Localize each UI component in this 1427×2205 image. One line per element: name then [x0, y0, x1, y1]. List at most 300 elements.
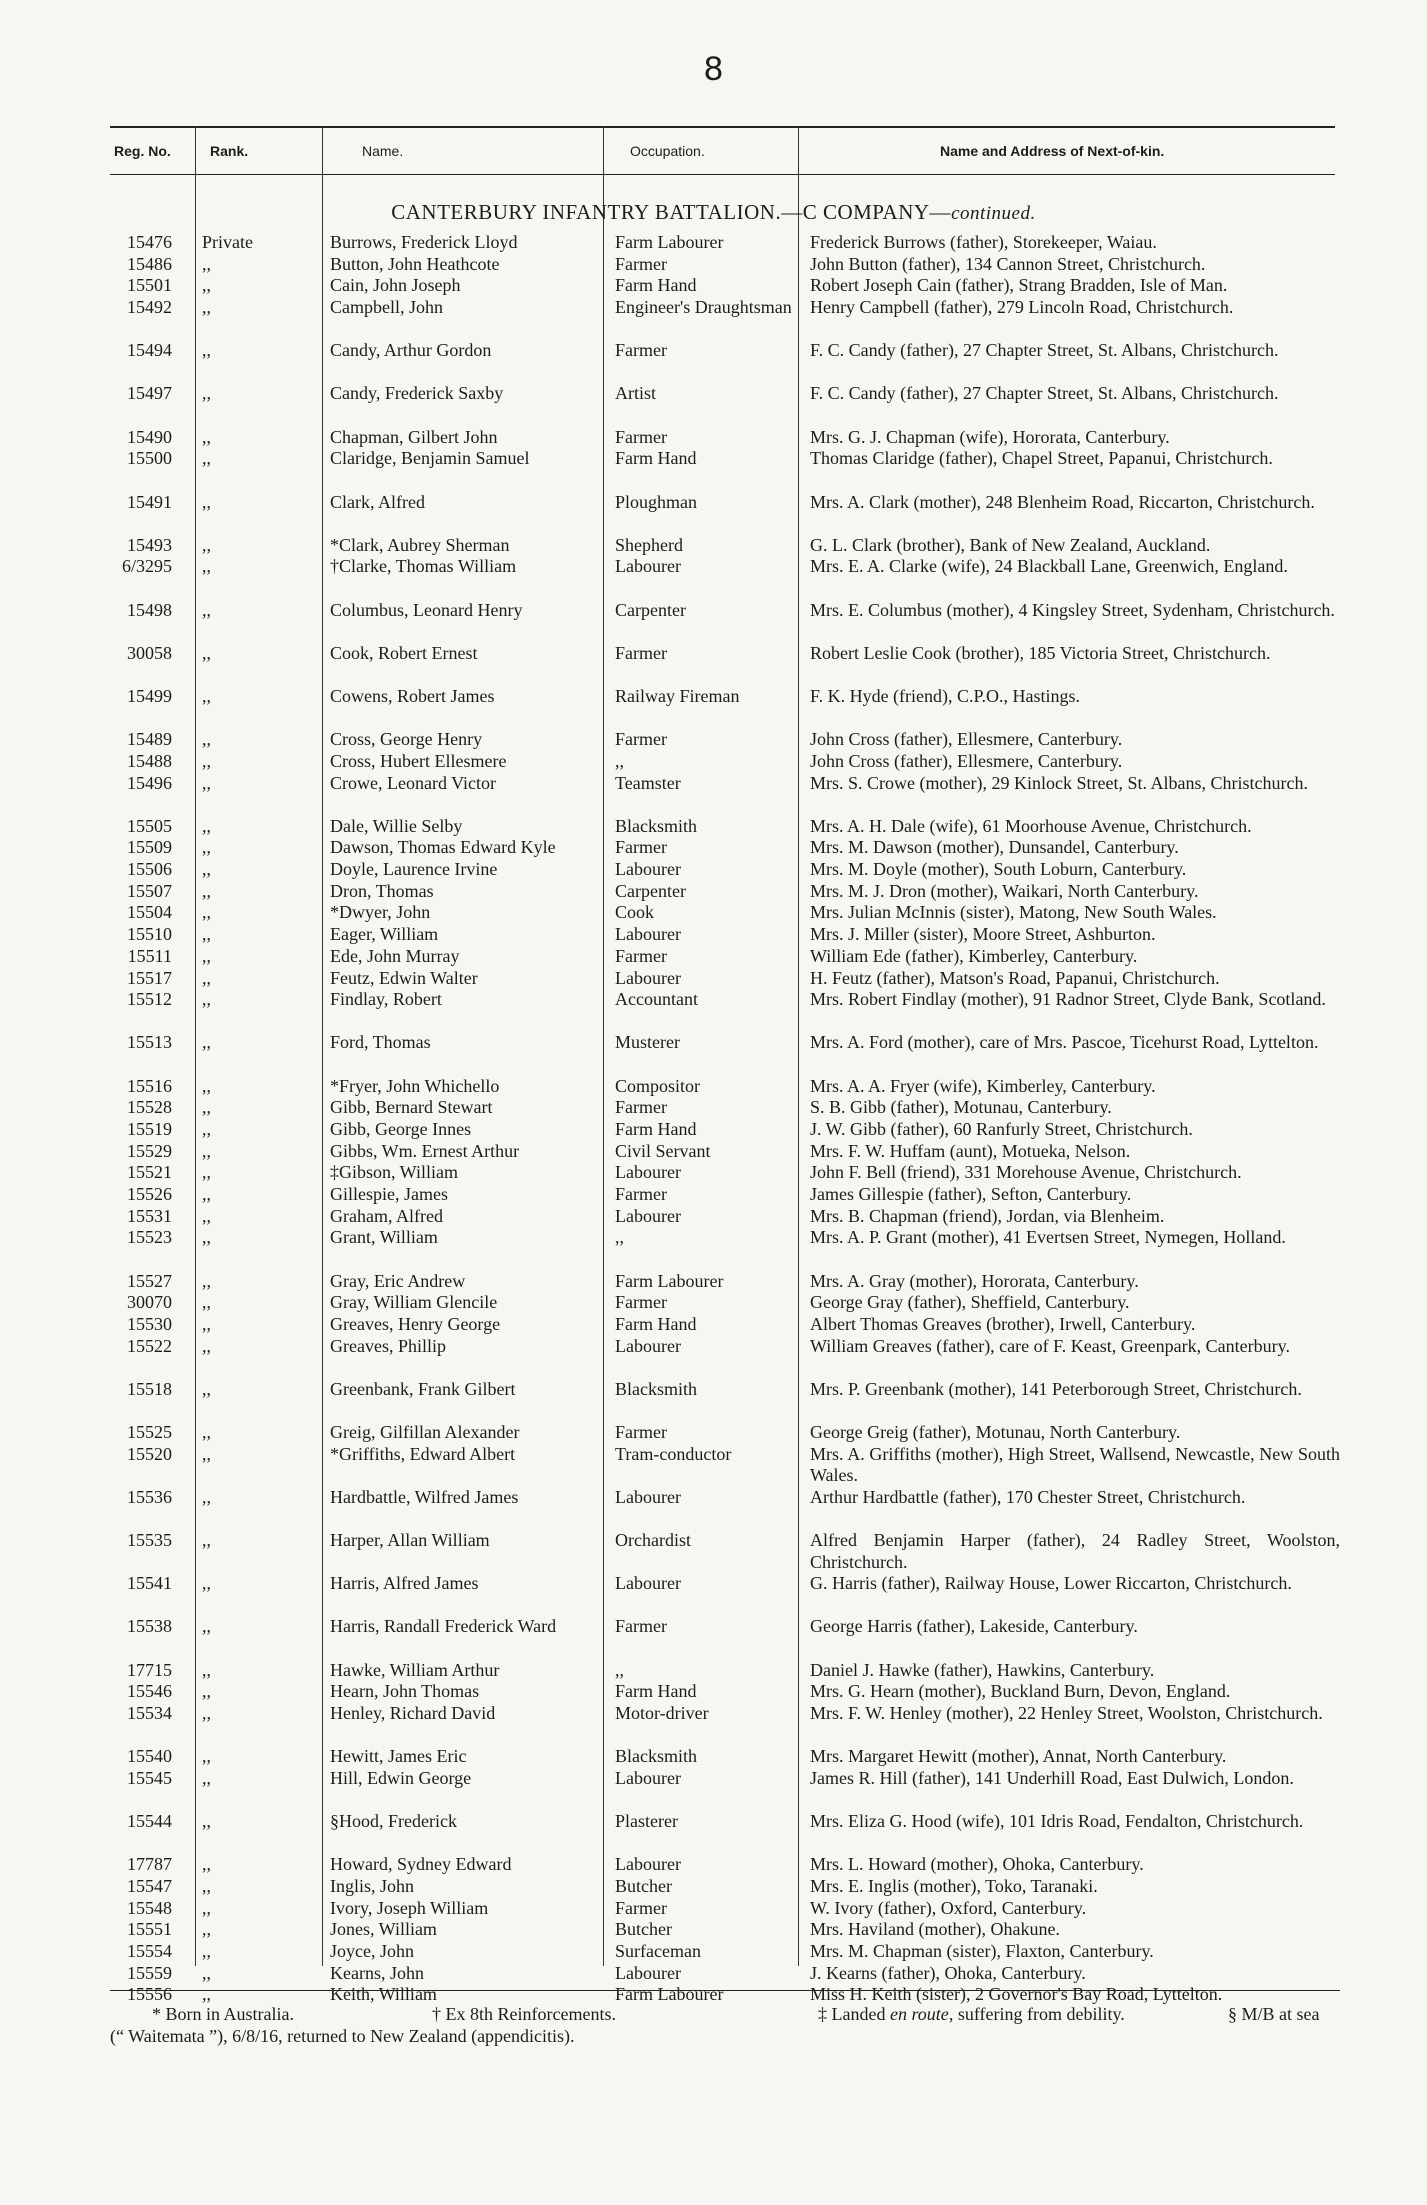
occupation: Farmer	[615, 1616, 667, 1637]
soldier-name: Hearn, John Thomas	[330, 1681, 480, 1702]
table-row	[110, 275, 1340, 297]
table-row	[110, 1336, 1340, 1379]
table-row	[110, 1530, 1340, 1573]
next-of-kin: John Cross (father), Ellesmere, Canterbury.	[810, 729, 1123, 750]
soldier-name: Doyle, Laurence Irvine	[330, 859, 498, 880]
rank: ,,	[202, 383, 211, 404]
reg-no: 6/3295	[121, 556, 172, 577]
table-row	[110, 427, 1340, 449]
next-of-kin: J. Kearns (father), Ohoka, Canterbury.	[810, 1962, 1086, 1983]
rank: ,,	[202, 1270, 211, 1291]
soldier-name: Joyce, John	[330, 1941, 414, 1961]
rank: ,,	[202, 297, 211, 318]
occupation: Labourer	[615, 859, 681, 880]
occupation: Labourer	[615, 556, 681, 577]
occupation: Farmer	[615, 340, 667, 361]
reg-no: 17715	[127, 1659, 172, 1680]
rank: ,,	[202, 989, 211, 1010]
table-row	[110, 643, 1340, 686]
occupation: Farmer	[615, 729, 667, 750]
rank: ,,	[202, 750, 211, 771]
soldier-name: Gillespie, James	[330, 1184, 448, 1204]
occupation: Cook	[615, 902, 655, 923]
soldier-name: Harper, Allan William	[330, 1530, 490, 1551]
next-of-kin: Mrs. A. Ford (mother), care of Mrs. Pascoe, Ticehurst Road, Lyttelton.	[810, 1032, 1319, 1053]
reg-no: 15498	[127, 599, 172, 620]
table-row	[110, 1422, 1340, 1444]
occupation: Farmer	[615, 253, 667, 274]
rank: ,,	[202, 642, 211, 663]
occupation: Farmer	[615, 1292, 667, 1313]
soldier-name: Cowens, Robert James	[330, 685, 495, 706]
footnotes	[110, 1990, 1340, 2046]
rank: ,,	[202, 1746, 211, 1767]
table-row	[110, 1941, 1340, 1963]
reg-no: 15506	[127, 859, 172, 880]
rank: ,,	[202, 599, 211, 620]
next-of-kin: George Harris (father), Lakeside, Canterbury.	[810, 1616, 1138, 1637]
reg-no: 15547	[127, 1875, 172, 1896]
table-row	[110, 1616, 1340, 1659]
rank: ,,	[202, 1205, 211, 1226]
next-of-kin: Miss H. Keith (sister), 2 Governor's Bay Road, Lyttelton.	[810, 1984, 1223, 2005]
occupation: Labourer	[615, 1962, 681, 1983]
rank: ,,	[202, 1875, 211, 1896]
soldier-name: Hewitt, James Eric	[330, 1746, 467, 1767]
next-of-kin: Mrs. Eliza G. Hood (wife), 101 Idris Road, Fendalton, Christchurch.	[810, 1811, 1304, 1832]
reg-no: 15554	[127, 1941, 172, 1961]
next-of-kin: John F. Bell (friend), 331 Morehouse Avenue, Christchurch.	[810, 1162, 1242, 1183]
rank: ,,	[202, 1767, 211, 1788]
occupation: Farm Hand	[615, 1118, 697, 1139]
table-row	[110, 902, 1340, 924]
rank: ,,	[202, 426, 211, 447]
rank: ,,	[202, 1811, 211, 1832]
table-row	[110, 1227, 1340, 1270]
reg-no: 15529	[127, 1140, 172, 1161]
next-of-kin: Mrs. M. Chapman (sister), Flaxton, Canterbury.	[810, 1941, 1154, 1961]
table-row	[110, 556, 1340, 599]
rank: ,,	[202, 1292, 211, 1313]
reg-no: 15500	[127, 448, 172, 469]
table-row	[110, 1314, 1340, 1336]
occupation: Blacksmith	[615, 815, 697, 836]
footnote-born-australia: * Born in Australia.	[152, 2004, 294, 2024]
rank: ,,	[202, 1530, 211, 1551]
header-next-of-kin: Name and Address of Next-of-kin.	[940, 143, 1165, 159]
soldier-name: Button, John Heathcote	[330, 253, 500, 274]
soldier-name: Henley, Richard David	[330, 1703, 496, 1723]
occupation: Labourer	[615, 1335, 681, 1356]
rank: ,,	[202, 1184, 211, 1204]
roll-table	[110, 232, 1340, 2006]
next-of-kin: Mrs. A. Griffiths (mother), High Street, Wallsend, Newcastle, New South Wales.	[810, 1443, 1340, 1486]
rank: ,,	[202, 1854, 211, 1875]
table-row	[110, 448, 1340, 491]
occupation: Motor-driver	[615, 1703, 709, 1723]
soldier-name: Gibb, Bernard Stewart	[330, 1097, 493, 1118]
rank: ,,	[202, 1032, 211, 1053]
occupation: Blacksmith	[615, 1378, 697, 1399]
occupation: Farm Hand	[615, 448, 697, 469]
reg-no: 15486	[127, 253, 172, 274]
next-of-kin: F. K. Hyde (friend), C.P.O., Hastings.	[810, 685, 1081, 706]
occupation: Farm Labourer	[615, 1984, 724, 2005]
rank: ,,	[202, 1659, 211, 1680]
reg-no: 15476	[127, 232, 172, 252]
rank: Private	[202, 232, 253, 252]
table-row	[110, 1444, 1340, 1487]
soldier-name: Cross, George Henry	[330, 729, 483, 750]
reg-no: 15512	[127, 989, 172, 1010]
occupation: Labourer	[615, 1573, 681, 1594]
table-row	[110, 1487, 1340, 1530]
next-of-kin: Mrs. G. Hearn (mother), Buckland Burn, Devon, England.	[810, 1681, 1231, 1702]
soldier-name: Howard, Sydney Edward	[330, 1854, 512, 1875]
table-row	[110, 1292, 1340, 1314]
next-of-kin: Mrs. Robert Findlay (mother), 91 Radnor Street, Clyde Bank, Scotland.	[810, 989, 1326, 1010]
table-header	[110, 126, 1335, 175]
rank: ,,	[202, 924, 211, 945]
occupation: Carpenter	[615, 880, 686, 901]
table-row	[110, 1681, 1340, 1703]
next-of-kin: Mrs. A. Clark (mother), 248 Blenheim Road, Riccarton, Christchurch.	[810, 491, 1315, 512]
table-row	[110, 492, 1340, 535]
reg-no: 15513	[127, 1032, 172, 1053]
soldier-name: Harris, Randall Frederick Ward	[330, 1616, 557, 1637]
rank: ,,	[202, 1984, 211, 2005]
next-of-kin: Mrs. S. Crowe (mother), 29 Kinlock Street, St. Albans, Christchurch.	[810, 772, 1308, 793]
occupation: Shepherd	[615, 534, 683, 555]
next-of-kin: George Greig (father), Motunau, North Canterbury.	[810, 1422, 1181, 1442]
next-of-kin: Mrs. B. Chapman (friend), Jordan, via Blenheim.	[810, 1205, 1165, 1226]
next-of-kin: Mrs. J. Miller (sister), Moore Street, Ashburton.	[810, 924, 1156, 945]
next-of-kin: John Button (father), 134 Cannon Street, Christchurch.	[810, 253, 1206, 274]
rank: ,,	[202, 1897, 211, 1918]
reg-no: 15492	[127, 297, 172, 318]
rank: ,,	[202, 491, 211, 512]
reg-no: 15516	[127, 1075, 172, 1096]
soldier-name: Columbus, Leonard Henry	[330, 599, 523, 620]
soldier-name: Eager, William	[330, 924, 439, 945]
reg-no: 15548	[127, 1897, 172, 1918]
occupation: Engineer's Draughtsman	[615, 297, 792, 318]
occupation: Labourer	[615, 1205, 681, 1226]
table-row	[110, 816, 1340, 838]
rank: ,,	[202, 837, 211, 858]
soldier-name: †Clarke, Thomas William	[330, 556, 517, 577]
reg-no: 15494	[127, 340, 172, 361]
reg-no: 15496	[127, 772, 172, 793]
table-row	[110, 297, 1340, 340]
next-of-kin: Henry Campbell (father), 279 Lincoln Road, Christchurch.	[810, 297, 1234, 318]
reg-no: 15530	[127, 1313, 172, 1334]
next-of-kin: Mrs. E. Inglis (mother), Toko, Taranaki.	[810, 1875, 1098, 1896]
reg-no: 15531	[127, 1205, 172, 1226]
rank: ,,	[202, 1378, 211, 1399]
soldier-name: Feutz, Edwin Walter	[330, 967, 478, 988]
next-of-kin: G. L. Clark (brother), Bank of New Zealand, Auckland.	[810, 534, 1211, 555]
next-of-kin: Mrs. Margaret Hewitt (mother), Annat, North Canterbury.	[810, 1746, 1227, 1767]
table-row	[110, 1898, 1340, 1920]
table-row	[110, 1206, 1340, 1228]
reg-no: 15559	[127, 1962, 172, 1983]
reg-no: 15511	[127, 945, 172, 966]
next-of-kin: J. W. Gibb (father), 60 Ranfurly Street, Christchurch.	[810, 1118, 1193, 1139]
rank: ,,	[202, 1118, 211, 1139]
rank: ,,	[202, 1097, 211, 1118]
soldier-name: Candy, Arthur Gordon	[330, 340, 492, 361]
next-of-kin: Robert Joseph Cain (father), Strang Bradden, Isle of Man.	[810, 275, 1228, 296]
soldier-name: *Fryer, John Whichello	[330, 1075, 500, 1096]
reg-no: 15507	[127, 880, 172, 901]
reg-no: 15504	[127, 902, 172, 923]
soldier-name: Jones, William	[330, 1919, 437, 1940]
rank: ,,	[202, 1941, 211, 1961]
rank: ,,	[202, 556, 211, 577]
soldier-name: Cain, John Joseph	[330, 275, 461, 296]
table-row	[110, 1768, 1340, 1811]
reg-no: 15527	[127, 1270, 172, 1291]
reg-no: 15490	[127, 426, 172, 447]
reg-no: 15499	[127, 685, 172, 706]
rank: ,,	[202, 945, 211, 966]
next-of-kin: Mrs. M. Doyle (mother), South Loburn, Canterbury.	[810, 859, 1187, 880]
rank: ,,	[202, 448, 211, 469]
occupation: Farm Hand	[615, 275, 697, 296]
next-of-kin: S. B. Gibb (father), Motunau, Canterbury.	[810, 1097, 1112, 1118]
soldier-name: Dawson, Thomas Edward Kyle	[330, 837, 556, 858]
next-of-kin: F. C. Candy (father), 27 Chapter Street, St. Albans, Christchurch.	[810, 383, 1279, 404]
next-of-kin: Arthur Hardbattle (father), 170 Chester Street, Christchurch.	[810, 1486, 1246, 1507]
rank: ,,	[202, 1443, 211, 1464]
soldier-name: Greenbank, Frank Gilbert	[330, 1378, 516, 1399]
reg-no: 15489	[127, 729, 172, 750]
next-of-kin: Mrs. P. Greenbank (mother), 141 Peterborough Street, Christchurch.	[810, 1378, 1302, 1399]
section-title-continued: continued.	[951, 203, 1036, 224]
rank: ,,	[202, 880, 211, 901]
reg-no: 30058	[127, 642, 172, 663]
occupation: Butcher	[615, 1875, 672, 1896]
reg-no: 15520	[127, 1443, 172, 1464]
occupation: ,,	[615, 1659, 624, 1680]
header-rank: Rank.	[210, 143, 249, 159]
reg-no: 15493	[127, 534, 172, 555]
table-row	[110, 1184, 1340, 1206]
reg-no: 30070	[127, 1292, 172, 1313]
occupation: Accountant	[615, 989, 698, 1010]
next-of-kin: Mrs. F. W. Huffam (aunt), Motueka, Nelson.	[810, 1140, 1131, 1161]
rank: ,,	[202, 1681, 211, 1702]
occupation: Ploughman	[615, 491, 698, 512]
header-name: Name.	[362, 143, 404, 159]
soldier-name: Cook, Robert Ernest	[330, 642, 478, 663]
table-row	[110, 1963, 1340, 1985]
reg-no: 15538	[127, 1616, 172, 1637]
soldier-name: Cross, Hubert Ellesmere	[330, 750, 507, 771]
next-of-kin: James R. Hill (father), 141 Underhill Road, East Dulwich, London.	[810, 1767, 1294, 1788]
reg-no: 15556	[127, 1984, 172, 2005]
soldier-name: Dale, Willie Selby	[330, 815, 463, 836]
table-row	[110, 729, 1340, 751]
occupation: Surfaceman	[615, 1941, 701, 1961]
reg-no: 15545	[127, 1767, 172, 1788]
occupation: Orchardist	[615, 1530, 691, 1551]
soldier-name: Keith, William	[330, 1984, 437, 2005]
reg-no: 15544	[127, 1811, 172, 1832]
reg-no: 15497	[127, 383, 172, 404]
rank: ,,	[202, 1919, 211, 1940]
reg-no: 15509	[127, 837, 172, 858]
reg-no: 15534	[127, 1703, 172, 1723]
reg-no: 15523	[127, 1227, 172, 1248]
table-row	[110, 254, 1340, 276]
next-of-kin: Mrs. M. Dawson (mother), Dunsandel, Canterbury.	[810, 837, 1179, 858]
occupation: Farmer	[615, 1422, 667, 1442]
next-of-kin: Thomas Claridge (father), Chapel Street, Papanui, Christchurch.	[810, 448, 1273, 469]
soldier-name: Chapman, Gilbert John	[330, 426, 498, 447]
rank: ,,	[202, 1616, 211, 1637]
rank: ,,	[202, 340, 211, 361]
next-of-kin: Mrs. E. Columbus (mother), 4 Kingsley Street, Sydenham, Christchurch.	[810, 599, 1335, 620]
reg-no: 15510	[127, 924, 172, 945]
next-of-kin: H. Feutz (father), Matson's Road, Papanui, Christchurch.	[810, 967, 1220, 988]
rank: ,,	[202, 967, 211, 988]
soldier-name: ‡Gibson, William	[330, 1162, 458, 1183]
table-row	[110, 1919, 1340, 1941]
occupation: Labourer	[615, 924, 681, 945]
rank: ,,	[202, 859, 211, 880]
next-of-kin: Mrs. G. J. Chapman (wife), Hororata, Canterbury.	[810, 426, 1170, 447]
table-row	[110, 1162, 1340, 1184]
table-row	[110, 1141, 1340, 1163]
next-of-kin: W. Ivory (father), Oxford, Canterbury.	[810, 1897, 1087, 1918]
rank: ,,	[202, 1573, 211, 1594]
rank: ,,	[202, 1703, 211, 1723]
next-of-kin: Albert Thomas Greaves (brother), Irwell, Canterbury.	[810, 1313, 1196, 1334]
table-row	[110, 1876, 1340, 1898]
table-row	[110, 1854, 1340, 1876]
next-of-kin: Mrs. L. Howard (mother), Ohoka, Canterbury.	[810, 1854, 1144, 1875]
header-occupation: Occupation.	[630, 143, 705, 159]
soldier-name: Hill, Edwin George	[330, 1767, 472, 1788]
occupation: Farmer	[615, 1897, 667, 1918]
occupation: Labourer	[615, 1162, 681, 1183]
footnote-ex-8th: † Ex 8th Reinforcements.	[432, 2004, 616, 2024]
soldier-name: Burrows, Frederick Lloyd	[330, 232, 518, 252]
table-row	[110, 1032, 1340, 1075]
soldier-name: Gibbs, Wm. Ernest Arthur	[330, 1140, 520, 1161]
rank: ,,	[202, 1335, 211, 1356]
table-row	[110, 946, 1340, 968]
soldier-name: Clark, Alfred	[330, 491, 425, 512]
occupation: Artist	[615, 383, 657, 404]
soldier-name: Kearns, John	[330, 1962, 424, 1983]
next-of-kin: F. C. Candy (father), 27 Chapter Street, St. Albans, Christchurch.	[810, 340, 1279, 361]
table-row	[110, 1271, 1340, 1293]
table-row	[110, 686, 1340, 729]
footnote-waitemata: (“ Waitemata ”), 6/8/16, returned to New Zealand (appendicitis).	[110, 2026, 575, 2046]
reg-no: 15491	[127, 491, 172, 512]
next-of-kin: Daniel J. Hawke (father), Hawkins, Canterbury.	[810, 1659, 1155, 1680]
next-of-kin: Robert Leslie Cook (brother), 185 Victoria Street, Christchurch.	[810, 642, 1271, 663]
rank: ,,	[202, 1313, 211, 1334]
soldier-name: Greaves, Phillip	[330, 1335, 446, 1356]
table-row	[110, 1097, 1340, 1119]
table-row	[110, 1076, 1340, 1098]
next-of-kin: William Greaves (father), care of F. Keast, Greenpark, Canterbury.	[810, 1335, 1290, 1356]
occupation: Railway Fireman	[615, 685, 740, 706]
rank: ,,	[202, 685, 211, 706]
soldier-name: Greig, Gilfillan Alexander	[330, 1422, 520, 1442]
table-row	[110, 1660, 1340, 1682]
next-of-kin: James Gillespie (father), Sefton, Canterbury.	[810, 1184, 1132, 1204]
table-row	[110, 859, 1340, 881]
soldier-name: *Dwyer, John	[330, 902, 431, 923]
occupation: Farmer	[615, 426, 667, 447]
occupation: ,,	[615, 1227, 624, 1248]
footnote-landed: ‡ Landed en route, suffering from debility.	[818, 2004, 1125, 2024]
soldier-name: Dron, Thomas	[330, 880, 434, 901]
next-of-kin: Mrs. A. Gray (mother), Hororata, Canterbury.	[810, 1270, 1139, 1291]
occupation: Labourer	[615, 1767, 681, 1788]
next-of-kin: Mrs. Julian McInnis (sister), Matong, New South Wales.	[810, 902, 1217, 923]
table-row	[110, 535, 1340, 557]
occupation: Farm Labourer	[615, 232, 724, 252]
table-row	[110, 1811, 1340, 1854]
reg-no: 15526	[127, 1184, 172, 1204]
reg-no: 15525	[127, 1422, 172, 1442]
reg-no: 15522	[127, 1335, 172, 1356]
soldier-name: Hawke, William Arthur	[330, 1659, 500, 1680]
occupation: Compositor	[615, 1075, 701, 1096]
soldier-name: *Griffiths, Edward Albert	[330, 1443, 516, 1464]
occupation: Labourer	[615, 967, 681, 988]
table-row	[110, 924, 1340, 946]
table-row	[110, 383, 1340, 426]
next-of-kin: Mrs. F. W. Henley (mother), 22 Henley Street, Woolston, Christchurch.	[810, 1703, 1323, 1723]
occupation: Farm Hand	[615, 1313, 697, 1334]
table-row	[110, 1379, 1340, 1422]
table-row	[110, 968, 1340, 990]
rank: ,,	[202, 1162, 211, 1183]
occupation: ,,	[615, 750, 624, 771]
section-title	[0, 200, 1427, 225]
soldier-name: Grant, William	[330, 1227, 438, 1248]
soldier-name: Inglis, John	[330, 1875, 415, 1896]
rank: ,,	[202, 1075, 211, 1096]
next-of-kin: George Gray (father), Sheffield, Canterbury.	[810, 1292, 1130, 1313]
reg-no: 15536	[127, 1486, 172, 1507]
next-of-kin: Alfred Benjamin Harper (father), 24 Radley Street, Woolston, Christchurch.	[810, 1530, 1340, 1572]
rank: ,,	[202, 1227, 211, 1248]
table-row	[110, 1573, 1340, 1616]
table-row	[110, 837, 1340, 859]
section-title-text: CANTERBURY INFANTRY BATTALION.—C COMPANY—	[391, 200, 952, 224]
soldier-name: Ede, John Murray	[330, 945, 460, 966]
soldier-name: Graham, Alfred	[330, 1205, 443, 1226]
rank: ,,	[202, 815, 211, 836]
occupation: Teamster	[615, 772, 681, 793]
reg-no: 15528	[127, 1097, 172, 1118]
occupation: Labourer	[615, 1854, 681, 1875]
table-row	[110, 751, 1340, 773]
page-number: 8	[704, 50, 723, 88]
rank: ,,	[202, 534, 211, 555]
occupation: Farm Hand	[615, 1681, 697, 1702]
soldier-name: Claridge, Benjamin Samuel	[330, 448, 530, 469]
reg-no: 15517	[127, 967, 172, 988]
